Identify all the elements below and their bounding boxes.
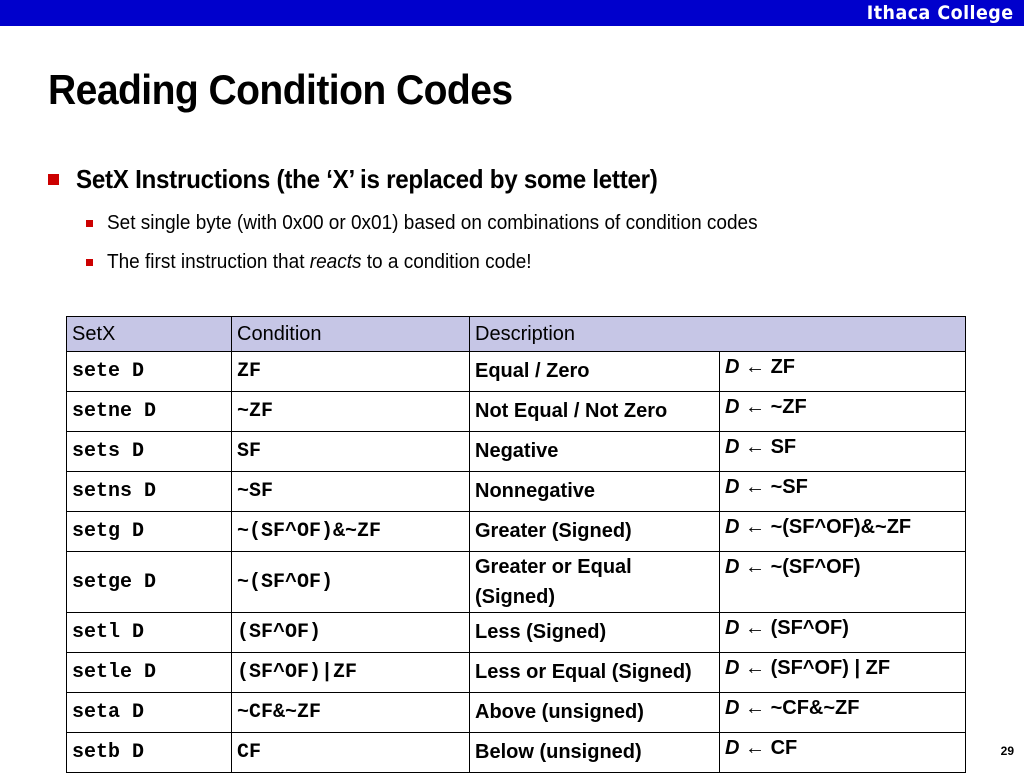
effect-cell — [720, 472, 966, 512]
description-cell: Below (unsigned) — [470, 733, 720, 773]
effect-cell — [720, 512, 966, 552]
table-row — [67, 352, 966, 392]
sub-bullet-2-text: The first instruction that reacts to a condition code! — [107, 251, 532, 273]
main-bullet — [48, 164, 701, 195]
condition-expression: ~(SF^OF)&~ZF — [232, 512, 470, 552]
effect-expression: ~(SF^OF)&~ZF — [770, 516, 912, 538]
table-row — [67, 613, 966, 653]
description-cell: Negative — [470, 432, 720, 472]
destination-label: D — [725, 617, 740, 639]
setx-instruction: setg D — [67, 512, 232, 552]
setx-instruction: setge D — [67, 552, 232, 613]
sub-bullet-1 — [86, 212, 792, 235]
condition-expression: ~SF — [232, 472, 470, 512]
setx-instruction: sete D — [67, 352, 232, 392]
effect-expression: (SF^OF) | ZF — [770, 657, 891, 679]
effect-cell — [720, 392, 966, 432]
left-arrow-icon: ← — [745, 737, 766, 759]
description-cell: Nonnegative — [470, 472, 720, 512]
left-arrow-icon: ← — [745, 516, 766, 538]
table-row — [67, 693, 966, 733]
destination-label: D — [725, 657, 740, 679]
slide-title: Reading Condition Codes — [48, 66, 513, 113]
condition-codes-table — [66, 316, 966, 773]
left-arrow-icon: ← — [745, 556, 766, 578]
description-cell: Not Equal / Not Zero — [470, 392, 720, 432]
left-arrow-icon: ← — [745, 697, 766, 719]
sub-bullet-1-text: Set single byte (with 0x00 or 0x01) based on combinations of condition codes — [107, 212, 758, 234]
header-condition: Condition — [232, 317, 470, 352]
table-header-row — [67, 317, 966, 352]
condition-expression: SF — [232, 432, 470, 472]
effect-expression: ~ZF — [770, 396, 807, 418]
effect-expression: ~SF — [770, 476, 808, 498]
description-cell: Above (unsigned) — [470, 693, 720, 733]
table-row — [67, 733, 966, 773]
description-cell: Less (Signed) — [470, 613, 720, 653]
setx-instruction: setb D — [67, 733, 232, 773]
effect-expression: CF — [770, 737, 798, 759]
condition-expression: ZF — [232, 352, 470, 392]
left-arrow-icon: ← — [745, 436, 766, 458]
destination-label: D — [725, 697, 740, 719]
description-cell: Greater (Signed) — [470, 512, 720, 552]
setx-instruction: setne D — [67, 392, 232, 432]
small-square-bullet-icon — [86, 259, 93, 266]
destination-label: D — [725, 556, 740, 578]
table-row — [67, 472, 966, 512]
description-cell: Less or Equal (Signed) — [470, 653, 720, 693]
table-row — [67, 552, 966, 613]
table-row — [67, 653, 966, 693]
header-description: Description — [470, 317, 966, 352]
table-row — [67, 432, 966, 472]
destination-label: D — [725, 396, 740, 418]
description-cell: Equal / Zero — [470, 352, 720, 392]
effect-expression: ~CF&~ZF — [770, 697, 860, 719]
effect-cell — [720, 352, 966, 392]
left-arrow-icon: ← — [745, 476, 766, 498]
effect-cell — [720, 733, 966, 773]
destination-label: D — [725, 737, 740, 759]
condition-expression: ~(SF^OF) — [232, 552, 470, 613]
left-arrow-icon: ← — [745, 356, 766, 378]
left-arrow-icon: ← — [745, 396, 766, 418]
page-number: 29 — [1000, 744, 1014, 758]
destination-label: D — [725, 356, 740, 378]
condition-expression: CF — [232, 733, 470, 773]
setx-instruction: setns D — [67, 472, 232, 512]
setx-instruction: sets D — [67, 432, 232, 472]
small-square-bullet-icon — [86, 220, 93, 227]
condition-expression: ~CF&~ZF — [232, 693, 470, 733]
condition-expression: (SF^OF) — [232, 613, 470, 653]
table-row — [67, 512, 966, 552]
destination-label: D — [725, 516, 740, 538]
effect-expression: ZF — [770, 356, 796, 378]
setx-instruction: setl D — [67, 613, 232, 653]
header-setx: SetX — [67, 317, 232, 352]
brand-logo-text: Ithaca College — [867, 2, 1014, 24]
effect-cell — [720, 552, 966, 613]
square-bullet-icon — [48, 174, 59, 185]
condition-expression: (SF^OF)|ZF — [232, 653, 470, 693]
effect-expression: ~(SF^OF) — [770, 556, 861, 578]
effect-cell — [720, 613, 966, 653]
effect-expression: SF — [770, 436, 797, 458]
effect-cell — [720, 432, 966, 472]
condition-expression: ~ZF — [232, 392, 470, 432]
setx-instruction: seta D — [67, 693, 232, 733]
sub-bullet-2 — [86, 251, 554, 274]
description-cell: Greater or Equal (Signed) — [470, 552, 720, 613]
effect-cell — [720, 693, 966, 733]
table-row — [67, 392, 966, 432]
left-arrow-icon: ← — [745, 617, 766, 639]
destination-label: D — [725, 476, 740, 498]
effect-cell — [720, 653, 966, 693]
header-bar — [0, 0, 1024, 26]
effect-expression: (SF^OF) — [770, 617, 849, 639]
setx-instruction: setle D — [67, 653, 232, 693]
destination-label: D — [725, 436, 740, 458]
left-arrow-icon: ← — [745, 657, 766, 679]
main-bullet-text: SetX Instructions (the ‘X’ is replaced by some letter) — [76, 164, 658, 194]
